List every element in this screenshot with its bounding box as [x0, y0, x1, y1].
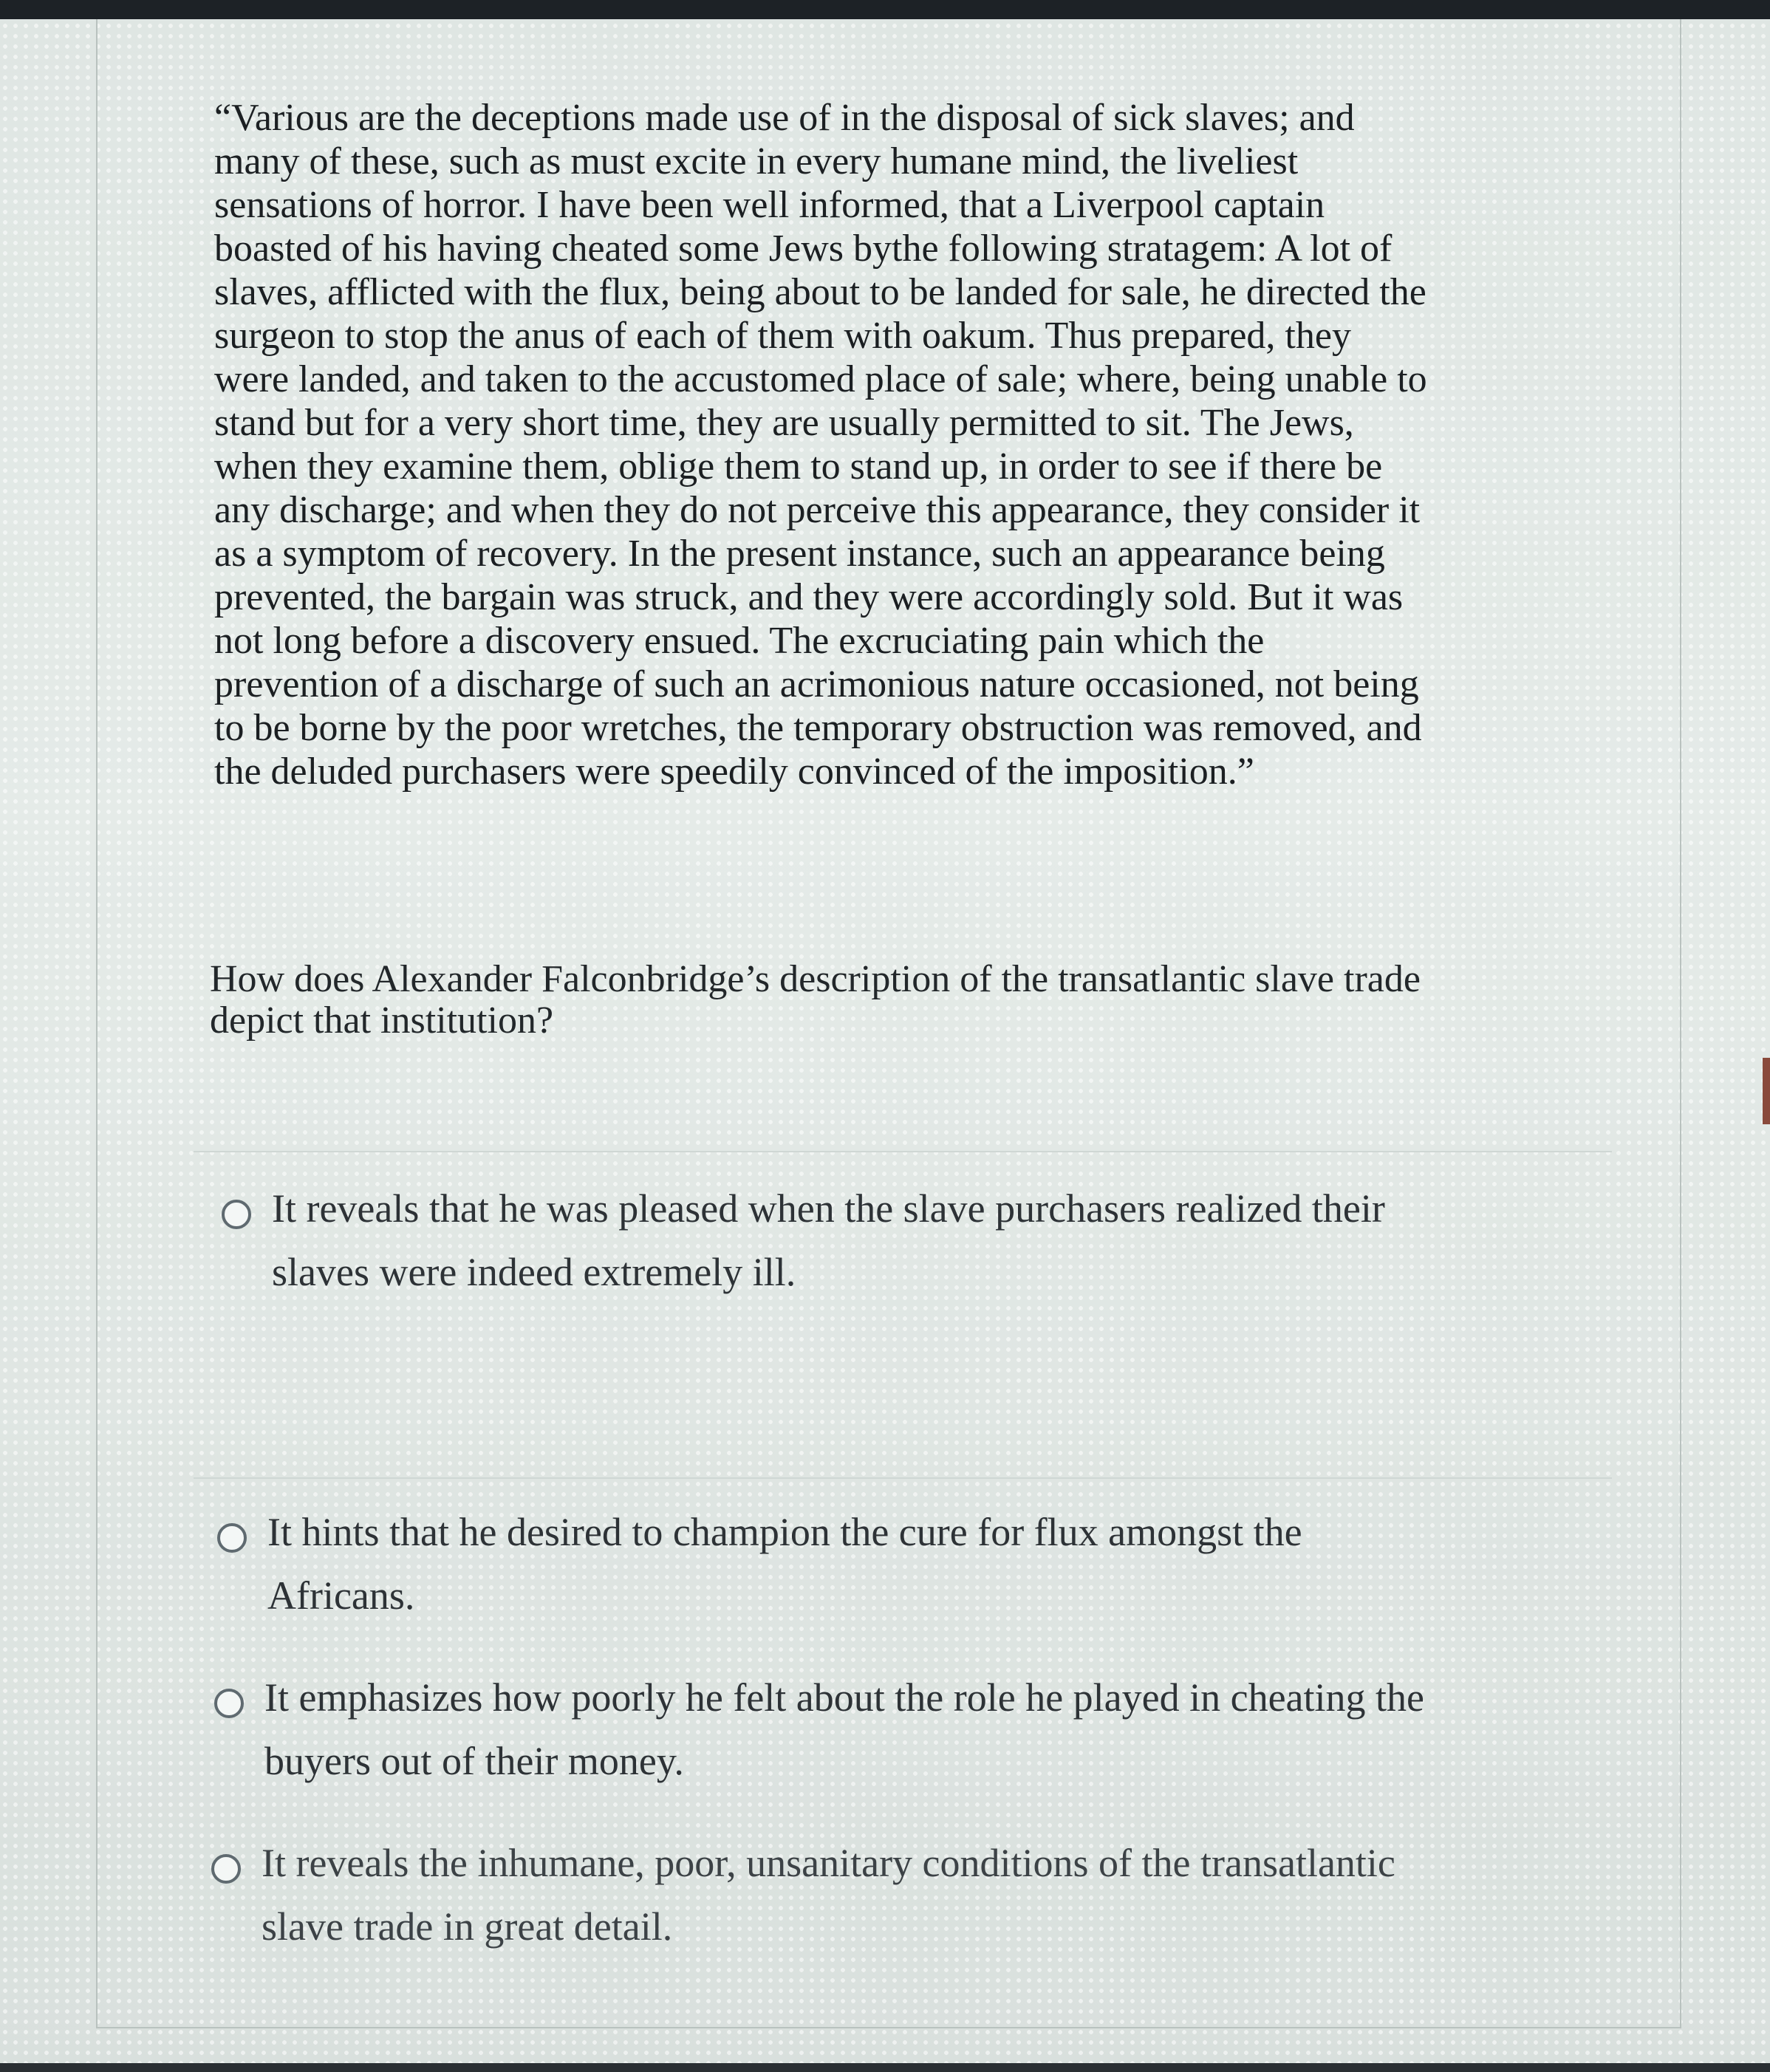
question-line: depict that institution? — [210, 999, 554, 1042]
answer-choice-text — [267, 1500, 1302, 1627]
answer-choice-line: It hints that he desired to champion the cure for flux amongst the — [267, 1510, 1302, 1554]
question-prompt — [210, 959, 1621, 1042]
monitor-bezel-top — [0, 0, 1770, 19]
passage-line: any discharge; and when they do not perceive this appearance, they consider it — [214, 489, 1421, 531]
passage-line: to be borne by the poor wretches, the temporary obstruction was removed, and — [214, 707, 1422, 749]
answer-choice-text — [264, 1666, 1424, 1793]
passage-line: slaves, afflicted with the flux, being about to be landed for sale, he directed the — [214, 271, 1426, 313]
monitor-bezel-bottom — [0, 2063, 1770, 2072]
passage-line: the deluded purchasers were speedily convinced of the imposition.” — [214, 750, 1254, 793]
answer-choice-text — [272, 1177, 1385, 1304]
answer-choice-1[interactable] — [222, 1186, 1610, 1304]
choices-divider — [194, 1477, 1612, 1479]
radio-button-icon[interactable] — [214, 1689, 244, 1718]
passage-line: were landed, and taken to the accustomed place of sale; where, being unable to — [214, 358, 1427, 400]
answer-choice-text — [262, 1831, 1395, 1958]
side-panel-tab[interactable] — [1763, 1058, 1770, 1124]
answer-choice-line: slave trade in great detail. — [262, 1904, 673, 1949]
answer-choice-line: slaves were indeed extremely ill. — [272, 1250, 796, 1294]
answer-choice-4[interactable] — [211, 1841, 1600, 1958]
answer-choice-line: buyers out of their money. — [264, 1739, 684, 1783]
passage-line: prevented, the bargain was struck, and they were accordingly sold. But it was — [214, 576, 1404, 618]
passage-line: prevention of a discharge of such an acrimonious nature occasioned, not being — [214, 663, 1419, 705]
passage-line: boasted of his having cheated some Jews bythe following stratagem: A lot of — [214, 228, 1393, 270]
question-line: How does Alexander Falconbridge’s description of the transatlantic slave trade — [210, 958, 1421, 1000]
passage-line: not long before a discovery ensued. The excruciating pain which the — [214, 620, 1265, 662]
answer-choice-2[interactable] — [217, 1510, 1606, 1627]
passage-line: stand but for a very short time, they are usually permitted to sit. The Jews, — [214, 402, 1354, 444]
radio-button-icon[interactable] — [217, 1523, 247, 1553]
passage-line: many of these, such as must excite in every humane mind, the liveliest — [214, 140, 1299, 182]
passage-line: as a symptom of recovery. In the present instance, such an appearance being — [214, 533, 1385, 575]
choices-divider — [194, 1151, 1612, 1152]
answer-choice-line: It reveals that he was pleased when the slave purchasers realized their — [272, 1186, 1385, 1231]
answer-choice-line: Africans. — [267, 1573, 415, 1618]
passage-line: “Various are the deceptions made use of in the disposal of sick slaves; and — [214, 97, 1355, 139]
answer-choice-line: It reveals the inhumane, poor, unsanitary conditions of the transatlantic — [262, 1841, 1395, 1885]
source-passage — [214, 96, 1618, 793]
radio-button-icon[interactable] — [211, 1854, 241, 1884]
answer-choice-line: It emphasizes how poorly he felt about the role he played in cheating the — [264, 1675, 1424, 1720]
answer-choice-3[interactable] — [214, 1675, 1603, 1793]
radio-button-icon[interactable] — [222, 1200, 251, 1229]
passage-line: surgeon to stop the anus of each of them with oakum. Thus prepared, they — [214, 315, 1351, 357]
passage-line: sensations of horror. I have been well informed, that a Liverpool captain — [214, 184, 1325, 226]
passage-line: when they examine them, oblige them to stand up, in order to see if there be — [214, 445, 1383, 488]
